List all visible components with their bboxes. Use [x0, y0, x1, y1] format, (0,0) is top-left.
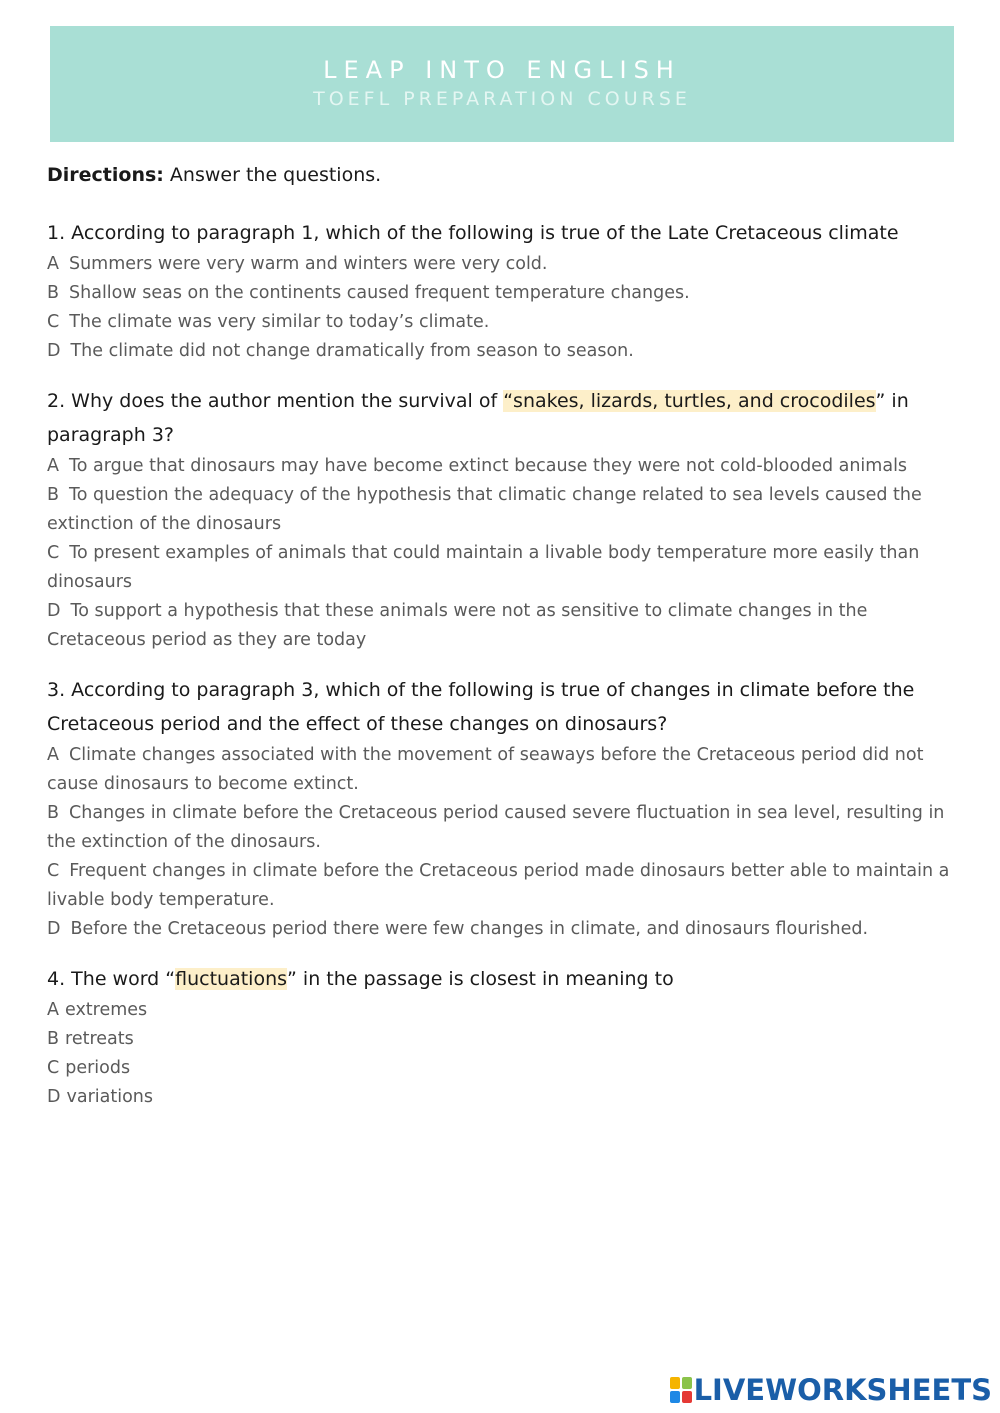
option-letter: D — [47, 341, 61, 361]
option-text: variations — [66, 1087, 153, 1107]
option-text: Changes in climate before the Cretaceous period caused severe fluctuation in sea level, resulting in the extinction of the dinosaurs. — [47, 803, 945, 852]
liveworksheets-icon — [670, 1377, 692, 1403]
option-letter: B — [47, 485, 60, 505]
directions-text: Answer the questions. — [163, 164, 382, 186]
question-3 — [47, 673, 959, 944]
option-text: To support a hypothesis that these animals were not as sensitive to climate changes in the Cretaceous period as they are today — [47, 601, 868, 650]
liveworksheets-logo-text: LIVEWORKSHEETS — [693, 1373, 992, 1407]
option-letter: A — [47, 1000, 59, 1020]
option-letter: B — [47, 1029, 60, 1049]
option-text: Frequent changes in climate before the Cretaceous period made dinosaurs better able to maintain a livable body temperature. — [47, 861, 950, 910]
option-letter: B — [47, 803, 60, 823]
answer-option[interactable] — [47, 1083, 959, 1112]
option-letter: D — [47, 1087, 61, 1107]
answer-option[interactable] — [47, 799, 959, 857]
question-stem — [47, 962, 959, 996]
option-text: periods — [65, 1058, 131, 1078]
option-letter: C — [47, 312, 60, 332]
header-title: LEAP INTO ENGLISH — [323, 56, 681, 84]
answer-option[interactable] — [47, 741, 959, 799]
answer-option[interactable] — [47, 279, 959, 308]
directions-label: Directions: — [47, 164, 164, 186]
option-text: retreats — [65, 1029, 134, 1049]
answer-option[interactable] — [47, 539, 959, 597]
highlighted-phrase: “snakes, lizards, turtles, and crocodiles — [503, 390, 876, 412]
worksheet-content — [47, 160, 959, 1130]
option-text: To question the adequacy of the hypothesis that climatic change related to sea levels caused the extinction of the dinosaurs — [47, 485, 922, 534]
option-text: To argue that dinosaurs may have become extinct because they were not cold-blooded animals — [68, 456, 908, 476]
liveworksheets-logo[interactable] — [670, 1373, 992, 1407]
question-text: 3. According to paragraph 3, which of the following is true of changes in climate before the Cretaceous period and the effect of these changes on dinosaurs? — [47, 679, 915, 735]
question-text: ” in paragraph 3? — [47, 390, 909, 446]
answer-option[interactable] — [47, 996, 959, 1025]
answer-option[interactable] — [47, 857, 959, 915]
option-text: The climate did not change dramatically from season to season. — [70, 341, 634, 361]
option-letter: A — [47, 254, 59, 274]
option-letter: A — [47, 456, 59, 476]
answer-option[interactable] — [47, 308, 959, 337]
option-text: To present examples of animals that could maintain a livable body temperature more easily than dinosaurs — [47, 543, 920, 592]
answer-option[interactable] — [47, 481, 959, 539]
option-letter: B — [47, 283, 60, 303]
answer-option[interactable] — [47, 452, 959, 481]
option-letter: C — [47, 1058, 60, 1078]
question-text: 4. The word “ — [47, 968, 176, 990]
answer-option[interactable] — [47, 1054, 959, 1083]
answer-option[interactable] — [47, 250, 959, 279]
option-text: The climate was very similar to today’s climate. — [69, 312, 490, 332]
directions — [47, 160, 959, 190]
answer-option[interactable] — [47, 1025, 959, 1054]
option-text: Climate changes associated with the movement of seaways before the Cretaceous period did not cause dinosaurs to become extinct. — [47, 745, 924, 794]
header-banner — [50, 26, 954, 142]
option-text: Before the Cretaceous period there were few changes in climate, and dinosaurs flourished. — [70, 919, 869, 939]
question-stem — [47, 216, 959, 250]
question-text: 2. Why does the author mention the survival of — [47, 390, 504, 412]
option-letter: D — [47, 919, 61, 939]
header-subtitle: TOEFL PREPARATION COURSE — [313, 88, 691, 110]
option-letter: C — [47, 861, 60, 881]
highlighted-word: fluctuations — [175, 968, 288, 990]
question-text: 1. According to paragraph 1, which of the following is true of the Late Cretaceous climate — [47, 222, 899, 244]
question-4 — [47, 962, 959, 1112]
question-stem — [47, 673, 959, 741]
answer-option[interactable] — [47, 597, 959, 655]
question-stem — [47, 384, 959, 452]
question-1 — [47, 216, 959, 366]
option-text: Shallow seas on the continents caused frequent temperature changes. — [69, 283, 690, 303]
question-text: ” in the passage is closest in meaning to — [287, 968, 674, 990]
option-letter: A — [47, 745, 59, 765]
option-letter: C — [47, 543, 60, 563]
answer-option[interactable] — [47, 337, 959, 366]
option-text: extremes — [64, 1000, 148, 1020]
option-letter: D — [47, 601, 61, 621]
answer-option[interactable] — [47, 915, 959, 944]
question-2 — [47, 384, 959, 655]
option-text: Summers were very warm and winters were very cold. — [68, 254, 548, 274]
